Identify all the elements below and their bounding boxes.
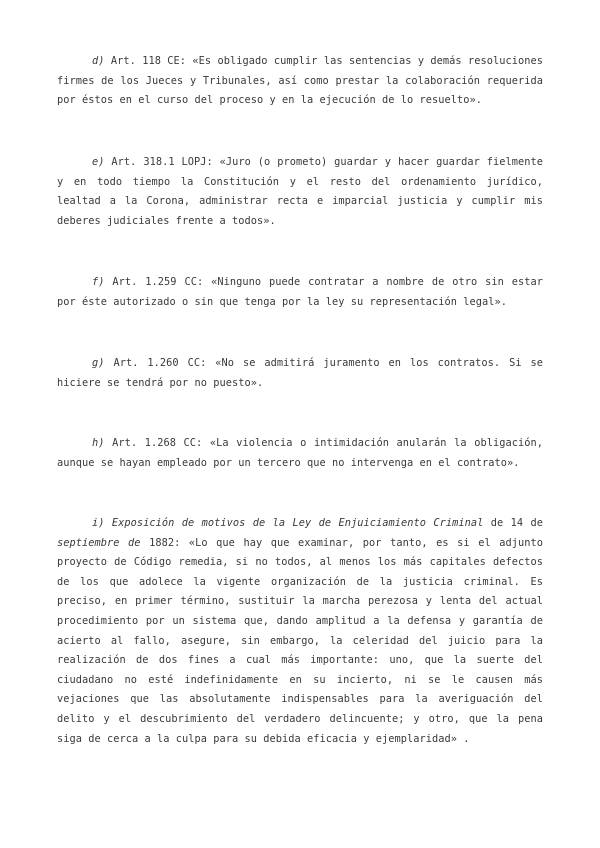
paragraph-d-text: Art. 118 CE: «Es obligado cumplir las sentencias y demás resoluciones firmes de los Jueces y Tribunales, así como prestar la colaboración requerida por éstos en el curso del proceso y en la ejecución de lo resuelto». (57, 55, 544, 107)
paragraph-g (57, 354, 543, 393)
paragraph-i-text: 1882: «Lo que hay que examinar, por tanto, es si el adjunto proyecto de Código remedia, si no todos, al menos los más capitales defectos de los que adolece la vigente organización de la justicia criminal. Es preciso, en primer término, sustituir la marcha perezosa y lenta del actual procedimiento por un sistema que, dando amplitud a la defensa y garantía de acierto al fallo, asegure, sin embargo, la celeridad del juicio para la realización de dos fines a cual más importante: uno, que la suerte del ciudadano no esté indefinidamente en su incierto, ni se le causen más vejaciones que las absolutamente indispensables para la averiguación del delito y el descubrimiento del verdadero delincuente; y otro, que la pena siga de cerca a la culpa para su debida eficacia y ejemplaridad» . (57, 536, 543, 745)
paragraph-f (57, 273, 543, 312)
paragraph-d-label: d) (92, 55, 105, 67)
paragraph-i (57, 514, 543, 749)
paragraph-h-text: Art. 1.268 CC: «La violencia o intimidación anularán la obligación, aunque se hayan empleado por un tercero que no intervenga en el contrato». (57, 437, 544, 469)
paragraph-h-label: h) (92, 437, 105, 449)
paragraph-i-label: i) (92, 517, 105, 529)
paragraph-e-label: e) (92, 156, 105, 168)
paragraph-i-law-title: Exposición de motivos de la Ley de Enjuiciamiento Criminal (111, 517, 484, 529)
paragraph-h (57, 434, 543, 473)
paragraph-i-date-month: septiembre de (57, 536, 141, 549)
paragraph-g-label: g) (92, 357, 105, 369)
paragraph-g-text: Art. 1.260 CC: «No se admitirá juramento en los contratos. Si se hiciere se tendrá por no puesto». (57, 357, 544, 389)
paragraph-i-date-part: de 14 de (490, 517, 544, 529)
paragraph-e-text: Art. 318.1 LOPJ: «Juro (o prometo) guardar y hacer guardar fielmente y en todo tiempo la Constitución y el resto del ordenamiento jurídico, lealtad a la Corona, administrar recta e imparcial justicia y cumplir mis deberes judiciales frente a todos». (57, 156, 544, 227)
paragraph-d (57, 52, 543, 111)
paragraph-f-label: f) (92, 276, 105, 288)
paragraph-e (57, 153, 543, 231)
paragraph-f-text: Art. 1.259 CC: «Ninguno puede contratar a nombre de otro sin estar por éste autorizado o sin que tenga por la ley su representación legal». (57, 276, 544, 308)
